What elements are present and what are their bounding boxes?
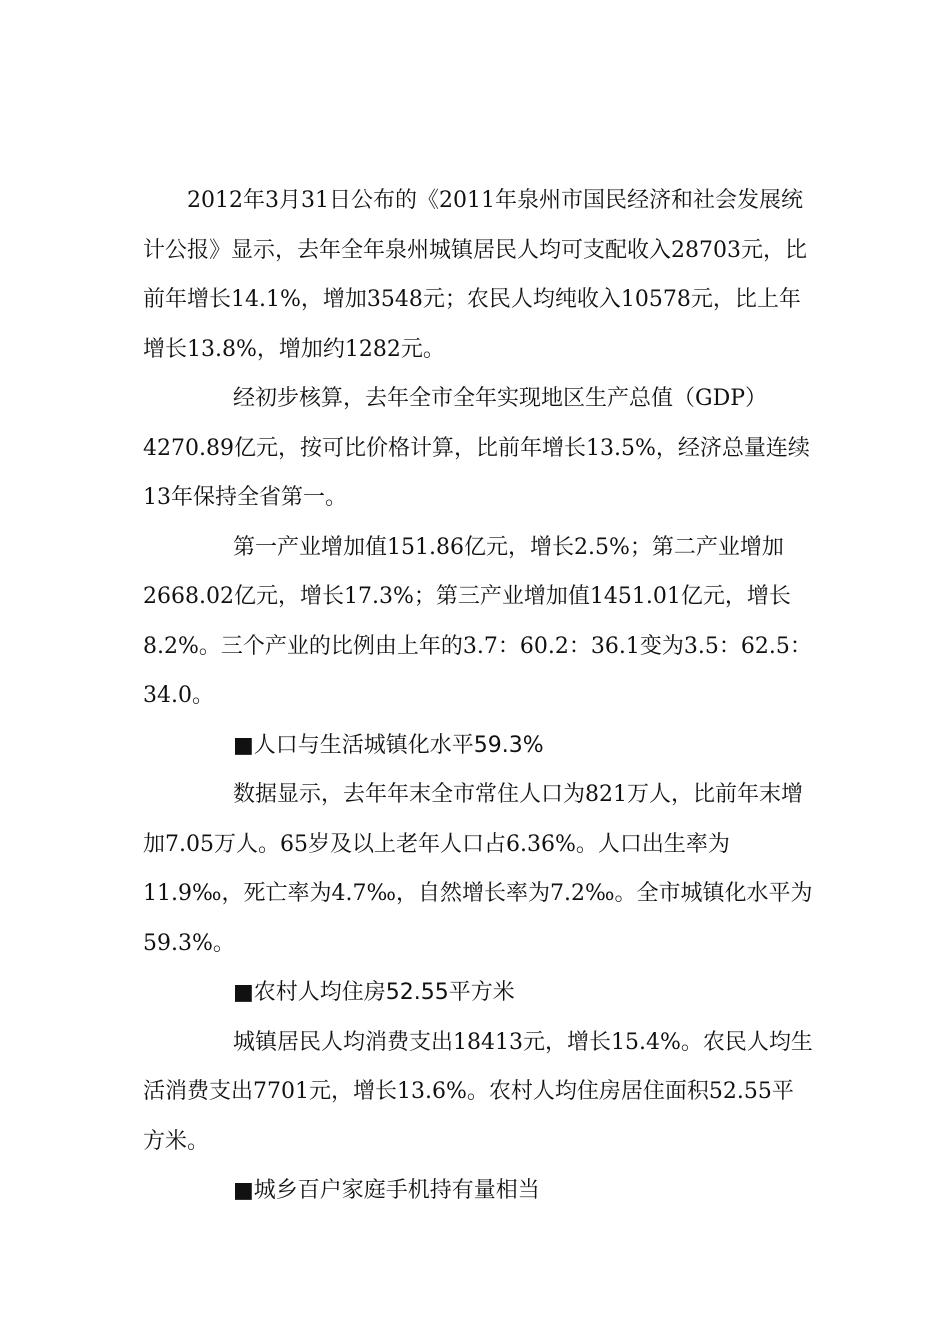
paragraph-gdp: 经初步核算，去年全市全年实现地区生产总值（GDP）4270.89亿元，按可比价格计算，比前年增长13.5%，经济总量连续13年保持全省第一。: [143, 386, 810, 510]
document-body: [143, 176, 813, 1216]
section-heading-population: ■人口与生活城镇化水平59.3%: [233, 732, 544, 758]
paragraph-industry: 第一产业增加值151.86亿元，增长2.5%；第二产业增加2668.02亿元，增长17.3%；第三产业增加值1451.01亿元，增长8.2%。三个产业的比例由上年的3.7：60.2：36.1变为3.5：62.5：34.0。: [143, 534, 812, 708]
paragraph-income: 2012年3月31日公布的《2011年泉州市国民经济和社会发展统计公报》显示，去年全年泉州城镇居民人均可支配收入28703元，比前年增长14.1%，增加3548元；农民人均纯收入10578元，比上年增长13.8%，增加约1282元。: [143, 188, 807, 362]
section-heading-mobile: ■城乡百户家庭手机持有量相当: [233, 1178, 540, 1203]
section-heading-housing: ■农村人均住房52.55平方米: [233, 980, 515, 1005]
paragraph-consumption: 城镇居民人均消费支出18413元，增长15.4%。农民人均生活消费支出7701元，增长13.6%。农村人均住房居住面积52.55平方米。: [143, 1029, 813, 1154]
paragraph-population: 数据显示，去年年末全市常住人口为821万人，比前年末增加7.05万人。65岁及以上老年人口占6.36%。人口出生率为11.9‰，死亡率为4.7‰，自然增长率为7.2‰。全市城镇化水平为59.3%。: [143, 782, 813, 956]
